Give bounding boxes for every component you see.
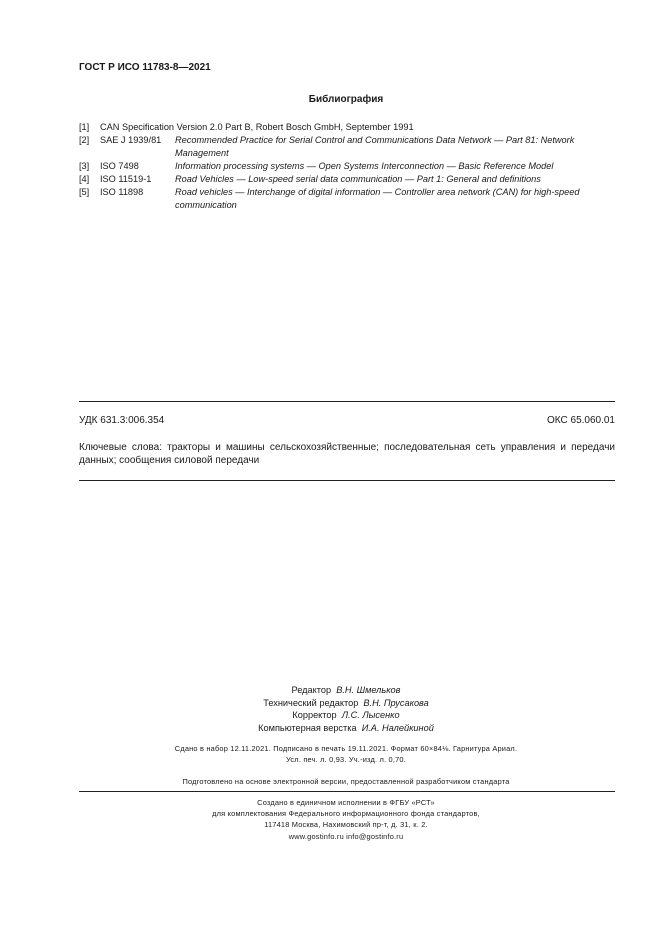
entry-code: ISO 7498: [100, 160, 139, 171]
credits-block: [0, 684, 661, 734]
publisher-line: Создано в единичном исполнении в ФГБУ «РСТ»: [257, 798, 435, 807]
tech-editor-line: [0, 697, 661, 710]
publisher-line: для комплектования Федерального информационного фонда стандартов,: [212, 809, 480, 819]
prepared-note: Подготовлено на основе электронной версии, предоставленной разработчиком стандарта: [182, 777, 510, 786]
entry-description: Road Vehicles — Low-speed serial data communication — Part 1: General and definitions: [175, 173, 541, 184]
bibliography-entry: [79, 121, 617, 134]
bibliography-entry: [79, 134, 617, 159]
publisher-line: 117418 Москва, Нахимовский пр-т, д. 31, к. 2.: [264, 820, 428, 830]
entry-code: ISO 11898: [100, 186, 144, 197]
oks-code: ОКС 65.060.01: [547, 415, 615, 426]
entry-number: [2]: [79, 135, 90, 146]
bibliography-list: [79, 121, 617, 212]
bibliography-entry: [79, 160, 617, 173]
print-info-line: Сдано в набор 12.11.2021. Подписано в печать 19.11.2021. Формат 60×84⅛. Гарнитура Ариал.: [174, 744, 518, 753]
editor-line: [0, 684, 661, 697]
entry-code: ISO 11519-1: [100, 173, 152, 184]
publisher-contacts: www.gostinfo.ru info@gostinfo.ru: [288, 831, 404, 841]
top-divider: [79, 401, 615, 402]
print-info: [0, 743, 661, 765]
layout-label: Компьютерная верстка: [258, 722, 357, 733]
keywords-divider: [79, 480, 615, 481]
entry-text: CAN Specification Version 2.0 Part B, Robert Bosch GmbH, September 1991: [100, 122, 414, 132]
keywords: Ключевые слова: тракторы и машины сельскохозяйственные; последовательная сеть управления и передачи данных; сообщения силовой передачи: [79, 442, 615, 467]
udk-code: УДК 631.3:006.354: [79, 415, 165, 426]
layout-name: И.А. Налейкиной: [361, 722, 434, 733]
entry-description: Recommended Practice for Serial Control and Communications Data Network — Part 81: Network Management: [175, 135, 575, 158]
entry-number: [5]: [79, 186, 90, 197]
entry-number: [3]: [79, 160, 90, 171]
publisher-divider: [79, 791, 615, 792]
bibliography-entry: [79, 186, 617, 211]
corrector-line: [0, 709, 661, 722]
bibliography-entry: [79, 173, 617, 186]
corrector-name: Л.С. Лысенко: [341, 710, 400, 721]
entry-number: [1]: [79, 122, 90, 132]
tech-editor-label: Технический редактор: [263, 697, 359, 708]
entry-code: SAE J 1939/81: [100, 135, 162, 146]
tech-editor-name: В.Н. Прусакова: [363, 697, 429, 708]
corrector-label: Корректор: [292, 710, 337, 721]
editor-name: В.Н. Шмельков: [336, 685, 401, 695]
entry-number: [4]: [79, 173, 90, 184]
print-info-line: Усл. печ. л. 0,93. Уч.-изд. л. 0,70.: [286, 755, 406, 764]
entry-description: Road vehicles — Interchange of digital information — Controller area network (CAN) for high-speed communication: [175, 186, 580, 210]
layout-line: [0, 722, 661, 735]
standard-code: ГОСТ Р ИСО 11783-8—2021: [79, 62, 211, 73]
bibliography-title: Библиография: [308, 94, 384, 105]
publisher-info: [0, 797, 661, 842]
editor-label: Редактор: [291, 685, 332, 695]
entry-description: Information processing systems — Open Systems Interconnection — Basic Reference Model: [175, 160, 554, 171]
